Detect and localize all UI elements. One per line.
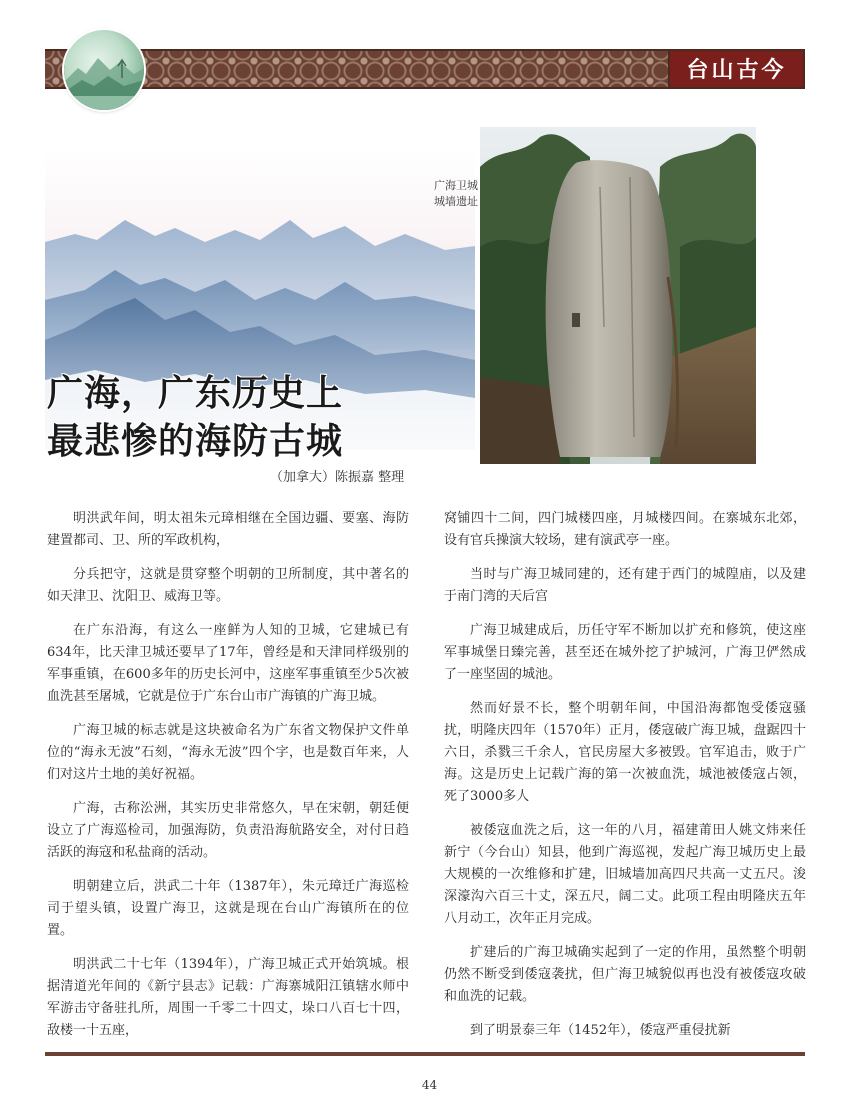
paragraph: 广海卫城的标志就是这块被命名为广东省文物保护文件单位的“海永无波”石刻，“海永无波”四个字，也是数百年来，人们对这片土地的美好祝福。: [47, 723, 409, 782]
photo-caption-line1: 广海卫城: [434, 179, 478, 192]
paragraph: 明洪武二十七年（1394年），广海卫城正式开始筑城。根据清道光年间的《新宁县志》记载：广海寨城阳江镇辖水师中军游击守备驻扎所，周围一千零二十四丈，垛口八百七十四，敌楼一十五座，: [47, 957, 409, 1038]
page-number: 44: [421, 1078, 438, 1092]
paragraph: 广海卫城建成后，历任守军不断加以扩充和修筑，使这座军事城堡日臻完善，甚至还在城外挖了护城河，广海卫俨然成了一座坚固的城池。: [444, 623, 806, 682]
article-title: [47, 370, 467, 466]
paragraph: 到了明景泰三年（1452年），倭寇严重侵扰新: [470, 1023, 731, 1038]
paragraph: 明洪武年间，明太祖朱元璋相继在全国边疆、要塞、海防建置都司、卫、所的军政机构，: [47, 511, 409, 548]
paragraph: 然而好景不长，整个明朝年间，中国沿海都饱受倭寇骚扰，明隆庆四年（1570年）正月，倭寇破广海卫城，盘踞四十六日，杀戮三千余人，官民房屋大多被毁。官军追击，败于广海。这是历史上记载广海的第一次被血洗，城池被倭寇占领，死了3000多人: [444, 701, 806, 804]
left-column: [47, 508, 409, 1054]
article-title-line2: 最悲惨的海防古城: [47, 421, 344, 462]
paragraph: 当时与广海卫城同建的，还有建于西门的城隍庙，以及建于南门湾的天后宫: [444, 567, 806, 604]
photo-caption-line2: 城墙遗址: [434, 195, 478, 208]
article-title-line1: 广海，广东历史上: [47, 373, 344, 414]
right-column: [444, 508, 806, 1054]
paragraph: 被倭寇血洗之后，这一年的八月，福建莆田人姚文炜来任新宁（今台山）知县，他到广海巡视，发起广海卫城历史上最大规模的一次维修和扩建，旧城墙加高四尺共高一丈五尺。浚深濠沟六百三十丈，深五尺，阔二丈。此项工程由明隆庆五年八月动工，次年正月完成。: [444, 823, 806, 926]
section-tag: 台山古今: [668, 49, 805, 89]
paragraph: 在广东沿海，有这么一座鲜为人知的卫城，它建城已有634年，比天津卫城还要早了17年，曾经是和天津同样级别的军事重镇，在600多年的历史长河中，这座军事重镇至少5次被血洗甚至屠城，它就是位于广东台山市广海镇的广海卫城。: [47, 623, 409, 704]
paragraph: 广海，古称㳂洲，其实历史非常悠久，早在宋朝，朝廷便设立了广海巡检司，加强海防，负责沿海航路安全，对付日趋活跃的海寇和私盐商的活动。: [47, 801, 409, 860]
paragraph: 分兵把守，这就是贯穿整个明朝的卫所制度，其中著名的如天津卫、沈阳卫、威海卫等。: [47, 567, 409, 604]
paragraph: 扩建后的广海卫城确实起到了一定的作用，虽然整个明朝仍然不断受到倭寇袭扰，但广海卫城貌似再也没有被倭寇攻破和血洗的记载。: [444, 945, 806, 1004]
paragraph-continued: 窝铺四十二间，四门城楼四座，月城楼四间。在寨城东北郊，设有官兵操演大较场，建有演武亭一座。: [444, 511, 806, 548]
landscape-logo-icon: [64, 30, 144, 110]
footer-rule: [45, 1052, 805, 1056]
byline: （加拿大）陈振嘉 整理: [270, 470, 405, 485]
paragraph: 明朝建立后，洪武二十年（1387年），朱元璋迁广海巡检司于望头镇，设置广海卫，这就是现在台山广海镇所在的位置。: [47, 879, 409, 938]
wall-ruin-photo: [480, 127, 756, 464]
photo-caption: [408, 178, 478, 210]
